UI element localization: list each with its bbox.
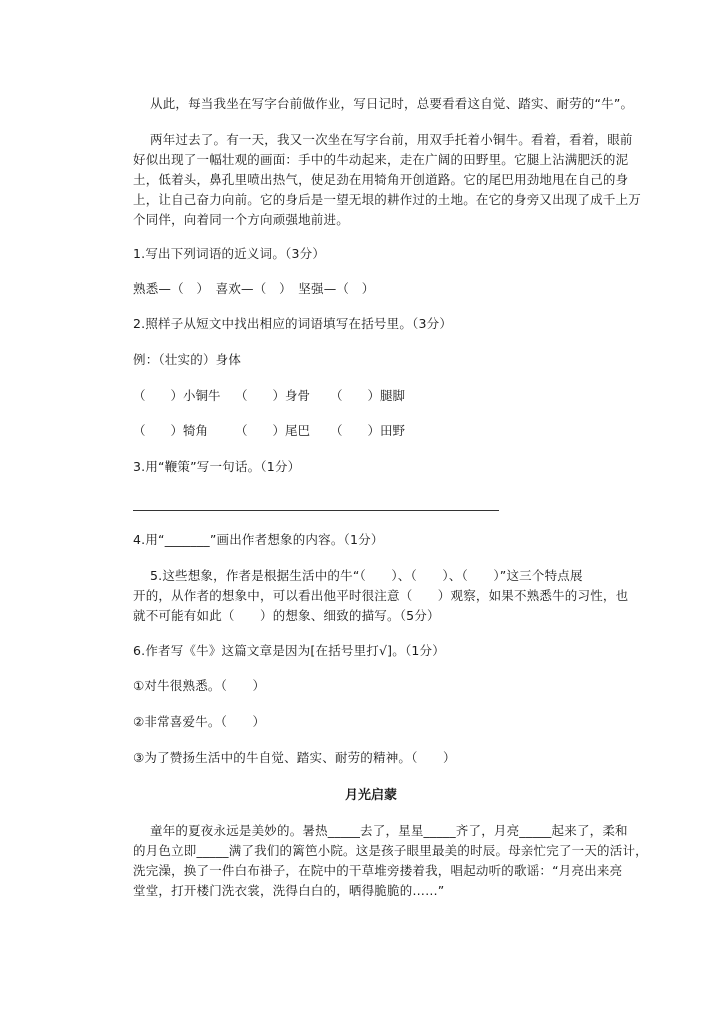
blank-item: （ ）身骨 <box>235 388 311 403</box>
text-line: 洗完澡，换了一件白布褂子，在院中的干草堆旁搂着我，唱起动听的歌谣：“月亮出来亮 <box>133 863 623 878</box>
text-line: 童年的夏夜永远是美妙的。暑热_____去了，星星_____齐了，月亮_____起来了，柔和 <box>150 823 628 838</box>
question-6-option-3: ③为了赞扬生活中的牛自觉、踏实、耐劳的精神。（ ） <box>133 750 456 765</box>
text-line: 5.这些想象，作者是根据生活中的牛“（ ）、（ ）、（ ）”这三个特点展 <box>150 568 583 583</box>
text-line: 上，让自己奋力向前。它的身后是一望无垠的耕作过的土地。在它的身旁又出现了成千上万 <box>133 192 642 207</box>
text-line: 个同伴，向着同一个方向顽强地前进。 <box>133 212 349 227</box>
blank-item: （ ）犄角 <box>133 423 209 438</box>
blank-item: （ ）腿脚 <box>330 388 406 403</box>
question-1: 1.写出下列词语的近义词。（3分） <box>133 246 326 261</box>
text-line: 堂堂，打开楼门洗衣裳，洗得白白的，晒得脆脆的……” <box>133 883 445 898</box>
text-line: 土，低着头，鼻孔里喷出热气，使足劲在用犄角开创道路。它的尾巴用劲地甩在自己的身 <box>133 172 629 187</box>
blank-item: （ ）小铜牛 <box>133 388 221 403</box>
blank-item: （ ）田野 <box>330 423 406 438</box>
text-line: 开的，从作者的想象中，可以看出他平时很注意（ ）观察，如果不熟悉牛的习性，也 <box>133 588 629 603</box>
question-2: 2.照样子从短文中找出相应的词语填写在括号里。（3分） <box>133 316 453 331</box>
text-line: 好似出现了一幅壮观的画面：手中的牛动起来，走在广阔的田野里。它腿上沾满肥沃的泥 <box>133 152 629 167</box>
question-6-option-1: ①对牛很熟悉。（ ） <box>133 678 266 693</box>
section-title: 月光启蒙 <box>344 788 397 803</box>
question-4: 4.用“_______”画出作者想象的内容。（1分） <box>133 532 384 547</box>
text-line: 就不可能有如此（ ）的想象、细致的描写。（5分） <box>133 608 440 623</box>
question-6-option-2: ②非常喜爱牛。（ ） <box>133 714 266 729</box>
question-2-example: 例：（壮实的）身体 <box>133 352 242 367</box>
question-3: 3.用“鞭策”写一句话。（1分） <box>133 459 301 474</box>
question-1-items: 熟悉—（ ） 喜欢—（ ） 坚强—（ ） <box>133 281 375 296</box>
blank-item: （ ）尾巴 <box>235 423 311 438</box>
text-line: 两年过去了。有一天，我又一次坐在写字台前，用双手托着小铜牛。看着，看着，眼前 <box>150 132 633 147</box>
question-6: 6.作者写《牛》这篇文章是因为[在括号里打√]。（1分） <box>133 643 445 658</box>
text-line: 的月色立即_____满了我们的篱笆小院。这是孩子眼里最美的时辰。母亲忙完了一天的活计， <box>133 843 648 858</box>
text-line: 从此，每当我坐在写字台前做作业，写日记时，总要看看这自觉、踏实、耐劳的“牛”。 <box>150 96 634 111</box>
answer-line <box>133 510 499 511</box>
